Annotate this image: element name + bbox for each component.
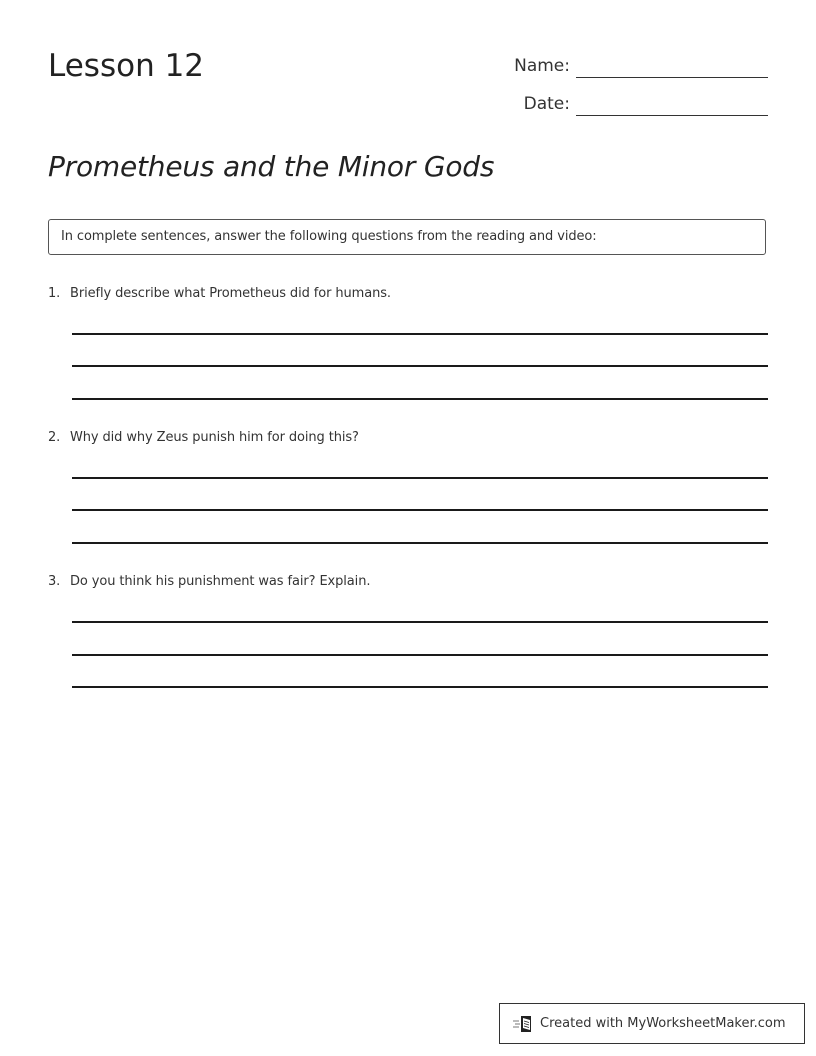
answer-line[interactable] [72, 398, 768, 400]
question-number: 1. [48, 286, 61, 301]
question-number: 2. [48, 430, 61, 445]
question-label: Do you think his punishment was fair? Explain. [70, 574, 371, 589]
question-label: Briefly describe what Prometheus did for humans. [70, 286, 391, 301]
footer-text[interactable]: Created with MyWorksheetMaker.com [540, 1016, 786, 1031]
question-3 [48, 574, 768, 592]
lesson-title: Lesson 12 [48, 48, 205, 84]
answer-line[interactable] [72, 686, 768, 688]
answer-line[interactable] [72, 542, 768, 544]
name-field[interactable] [490, 52, 768, 78]
question-2 [48, 430, 768, 448]
answer-line[interactable] [72, 654, 768, 656]
answer-line[interactable] [72, 621, 768, 623]
question-1 [48, 286, 768, 304]
answer-line[interactable] [72, 477, 768, 479]
question-label: Why did why Zeus punish him for doing this? [70, 430, 359, 445]
question-text [48, 430, 768, 448]
instructions-box: In complete sentences, answer the following questions from the reading and video: [48, 219, 766, 255]
question-text [48, 574, 768, 592]
worksheet-maker-logo-icon [512, 1014, 534, 1034]
question-text [48, 286, 768, 304]
footer-badge[interactable] [499, 1003, 805, 1044]
answer-line[interactable] [72, 509, 768, 511]
date-field[interactable] [490, 90, 768, 116]
name-input-line[interactable] [576, 77, 768, 78]
date-label: Date: [523, 94, 570, 114]
answer-line[interactable] [72, 333, 768, 335]
question-number: 3. [48, 574, 61, 589]
worksheet-title: Prometheus and the Minor Gods [48, 150, 495, 183]
answer-line[interactable] [72, 365, 768, 367]
date-input-line[interactable] [576, 115, 768, 116]
name-label: Name: [514, 56, 570, 76]
